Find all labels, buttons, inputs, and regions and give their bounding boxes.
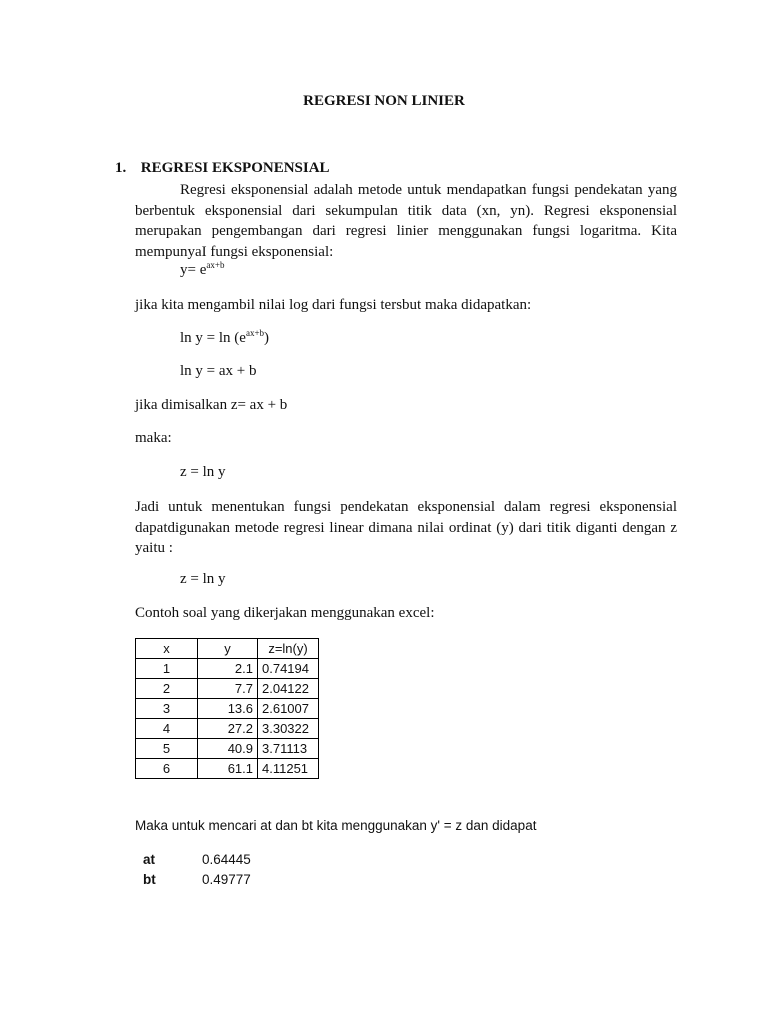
cell-y: 2.1 bbox=[198, 659, 258, 679]
table-row bbox=[136, 739, 319, 759]
section-heading bbox=[115, 160, 330, 177]
substitution-text: jika dimisalkan z= ax + b bbox=[135, 397, 288, 413]
intro-paragraph: Regresi eksponensial adalah metode untuk mendapatkan fungsi pendekatan yang berbentuk eksponensial dari sekumpulan titik data (xn, yn). Regresi eksponensial merupakan pengembangan dari regresi linier menggunakan fungsi logaritma. Kita mempunyaI fungsi eksponensial: bbox=[135, 182, 677, 260]
result-value-bt: 0.49777 bbox=[202, 872, 251, 887]
data-table bbox=[135, 638, 319, 779]
table-row bbox=[136, 679, 319, 699]
maka-text: maka: bbox=[135, 430, 172, 446]
table-row bbox=[136, 759, 319, 779]
intro-paragraph-block bbox=[135, 180, 677, 262]
result-label-bt: bt bbox=[143, 872, 156, 887]
jadi-paragraph: Jadi untuk menentukan fungsi pendekatan eksponensial dalam regresi eksponensial dapatdigunakan metode regresi linear dimana nilai ordinat (y) dari titik diganti dengan z yaitu : bbox=[135, 499, 677, 556]
result-label-at: at bbox=[143, 852, 156, 867]
cell-x: 1 bbox=[136, 659, 198, 679]
header-z: z=ln(y) bbox=[258, 639, 319, 659]
table-row bbox=[136, 719, 319, 739]
section-title: REGRESI EKSPONENSIAL bbox=[140, 160, 330, 176]
cell-y: 13.6 bbox=[198, 699, 258, 719]
cell-x: 6 bbox=[136, 759, 198, 779]
cell-y: 7.7 bbox=[198, 679, 258, 699]
formula-z-ln-y: z = ln y bbox=[180, 464, 226, 480]
section-number: 1. bbox=[115, 160, 127, 176]
header-y: y bbox=[198, 639, 258, 659]
log-intro-text: jika kita mengambil nilai log dari fungsi tersbut maka didapatkan: bbox=[135, 297, 532, 313]
formula-exponential: $y= e^{ax+b}$ bbox=[180, 260, 225, 278]
cell-z: 2.04122 bbox=[258, 679, 319, 699]
cell-z: 0.74194 bbox=[258, 659, 319, 679]
cell-y: 27.2 bbox=[198, 719, 258, 739]
header-x: x bbox=[136, 639, 198, 659]
result-value-at: 0.64445 bbox=[202, 852, 251, 867]
cell-y: 61.1 bbox=[198, 759, 258, 779]
conclusion-text: Maka untuk mencari at dan bt kita menggunakan y' = z dan didapat bbox=[135, 818, 537, 833]
table-header-row bbox=[136, 639, 319, 659]
table-row bbox=[136, 699, 319, 719]
formula-ln-exponential: $\ln y = \ln (e^{ax+b})$ bbox=[180, 328, 270, 346]
table-row bbox=[136, 659, 319, 679]
document-title: REGRESI NON LINIER bbox=[303, 93, 465, 109]
cell-z: 3.30322 bbox=[258, 719, 319, 739]
formula-z-ln-y-2: z = ln y bbox=[180, 571, 226, 587]
cell-z: 2.61007 bbox=[258, 699, 319, 719]
cell-x: 2 bbox=[136, 679, 198, 699]
cell-x: 5 bbox=[136, 739, 198, 759]
cell-y: 40.9 bbox=[198, 739, 258, 759]
example-intro-text: Contoh soal yang dikerjakan menggunakan excel: bbox=[135, 605, 435, 621]
cell-x: 4 bbox=[136, 719, 198, 739]
cell-z: 4.11251 bbox=[258, 759, 319, 779]
cell-z: 3.71113 bbox=[258, 739, 319, 759]
cell-x: 3 bbox=[136, 699, 198, 719]
formula-ln-linear: ln y = ax + b bbox=[180, 363, 257, 379]
